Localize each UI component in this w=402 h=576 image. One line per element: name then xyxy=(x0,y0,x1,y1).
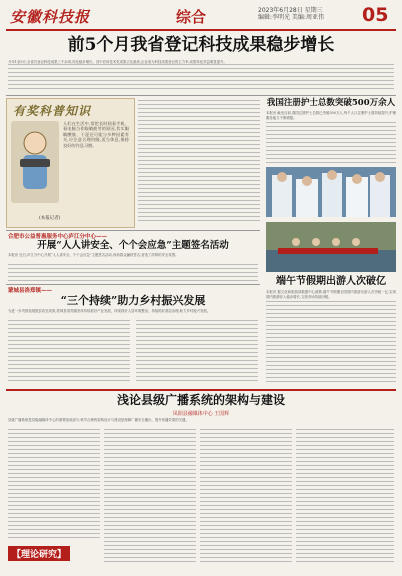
masthead xyxy=(6,6,396,28)
activity-body-lines xyxy=(8,264,258,282)
sanchi-body-lines-right xyxy=(136,320,258,384)
lead-body: 今年1至5月,全省共登记科技成果三千余项,同比稳步增长。其中应用技术类成果占比最高,企业成为科技成果登记的主力军,成果转化效益明显提升。 xyxy=(8,60,227,64)
sanchi-rule xyxy=(6,284,260,285)
festival-body: 本报讯 据文化和旅游部数据中心测算,端午节假期全国国内旅游出游人次突破一亿,实现国内旅游收入稳步增长,文旅市场持续回暖。 xyxy=(266,290,396,299)
theory-body: 县级广播系统是县级融媒体中心的重要组成部分,科学合理的架构设计与建设是保障广播安全播出、提升传播效果的关键。 xyxy=(8,418,189,422)
theory-tag: 【理论研究】 xyxy=(8,546,70,561)
popular-science-body: 人们在生活中,常把长时间看手机、看电脑当作眼睛疲劳的原因,其实眼睛酸胀、干涩还可能与多种因素有关,应注意合理用眼,适当休息,保持良好的作息习惯。 xyxy=(63,121,129,148)
lead-body-lines xyxy=(8,64,394,92)
nurses-photo-icon xyxy=(266,167,396,217)
festival-headline: 端午节假期出游人次破亿 xyxy=(276,276,386,287)
popular-science-title: 有奖科普知识 xyxy=(13,104,92,118)
theory-col-2-lines xyxy=(104,429,196,567)
hospital-photo xyxy=(266,167,396,217)
cartoon-illustration xyxy=(11,121,59,203)
sanchi-kicker: 蒙城县洛郑镇—— xyxy=(8,288,53,294)
masthead-rule xyxy=(6,29,396,31)
activity-kicker: 合肥市公益普惠服务中心庐江分中心—— xyxy=(8,234,108,240)
hospital-body-lines xyxy=(266,122,396,166)
festival-photo xyxy=(266,222,396,272)
theory-col-3-lines xyxy=(200,429,292,567)
popular-science-box xyxy=(6,98,135,228)
lead-headline: 前5个月我省登记科技成果稳步增长 xyxy=(67,35,335,55)
section-divider xyxy=(6,95,396,96)
theory-col-4-lines xyxy=(296,429,394,567)
page-number: 05 xyxy=(362,4,389,26)
dragon-boat-photo-icon xyxy=(266,222,396,272)
sanchi-headline: “三个持续”助力乡村振兴发展 xyxy=(60,294,206,307)
issue-date xyxy=(258,7,324,21)
theory-byline: 凤阳县融媒体中心 王国辉 xyxy=(172,411,230,417)
cartoon-figure-icon xyxy=(11,121,59,203)
hospital-headline: 我国注册护士总数突破500万余人 xyxy=(266,98,396,108)
popular-science-footer: (本报记者) xyxy=(39,216,61,221)
festival-body-lines xyxy=(266,301,396,385)
date-line: 2023年6月28日 星期三 xyxy=(258,7,323,14)
newspaper-logo: 安徽科技报 xyxy=(10,8,91,26)
hospital-body: 本报讯 截至目前,我国注册护士总数已突破500万人,每千人口注册护士数持续提升,护理服务能力不断增强。 xyxy=(266,111,396,120)
theory-headline: 浅论县级广播系统的架构与建设 xyxy=(116,393,285,407)
editor-line: 编辑:李明光 美编:周亚伟 xyxy=(258,14,324,21)
column-text-middle xyxy=(138,100,260,226)
theory-col-1-lines xyxy=(8,429,100,539)
section-title: 综合 xyxy=(176,8,207,26)
sanchi-body-lines-left xyxy=(8,320,130,384)
theory-rule xyxy=(6,389,396,391)
sanchi-body: 为进一步巩固拓展脱贫攻坚成果,蒙城县洛郑镇坚持持续抓好产业发展、持续抓好人居环境整治、持续抓好基层治理,助力乡村振兴发展。 xyxy=(8,309,211,313)
activity-rule xyxy=(6,230,260,231)
activity-body: 本报讯 近日,庐江分中心开展“人人讲安全、个个会应急”主题签名活动,现场群众踊跃签名,营造了浓厚的安全氛围。 xyxy=(8,253,179,257)
activity-headline: 开展“人人讲安全、个个会应急”主题签名活动 xyxy=(37,240,229,251)
